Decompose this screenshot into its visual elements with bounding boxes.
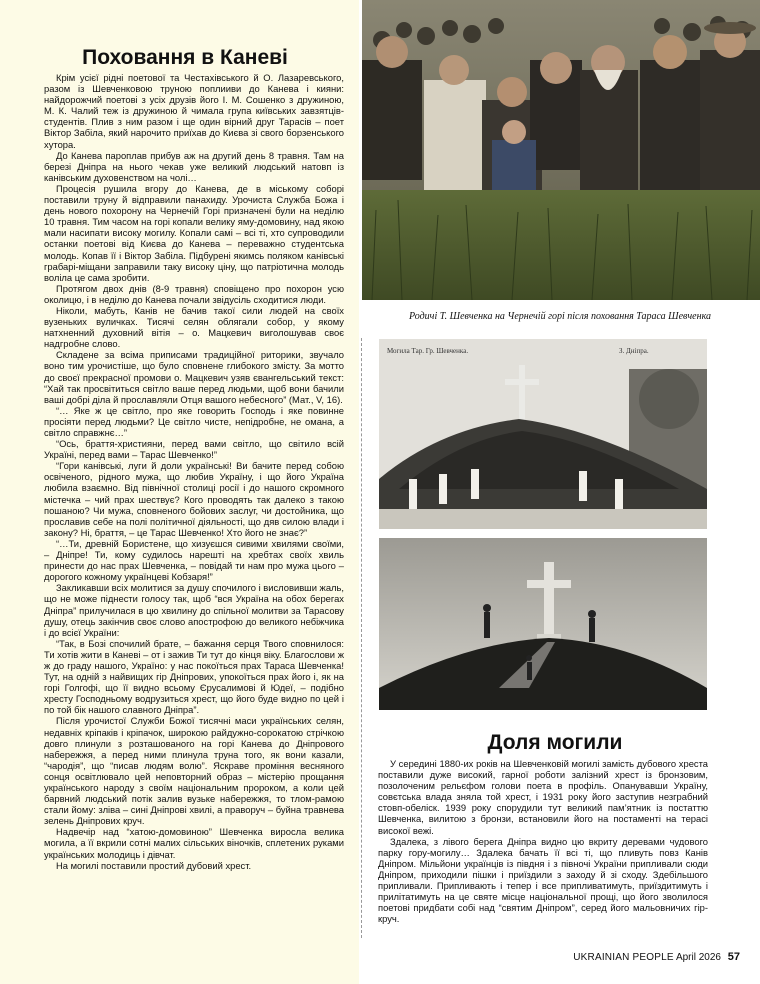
- relatives-photo-caption: Родичі Т. Шевченка на Чернечій горі після поховання Тараса Шевченка: [409, 311, 711, 322]
- left-paragraph: Складене за всіма приписами традиційної риторики, звучало воно тим урочистіше, що було сповнене глибокого змісту. За мотто до своєї прекрасної промови о. Мацкевич узяв євангельський текст: “Хай так просвітиться світло ваше перед людьми, щоб вони бачили ваші добрі діла й прославляли Отця вашого небесного” (Мат., V, 16).: [44, 349, 344, 405]
- left-article-body: [44, 72, 344, 871]
- left-paragraph: До Канева пароплав прибув аж на другий день 8 травня. Там на березі Дніпра на нього чекав уже великий людський натовп із канівським духовенством на чолі…: [44, 149, 344, 183]
- left-paragraph: Протягом двох днів (8-9 травня) сповіщено про похорон усю околицю, і в неділю до Канева почали звідусіль сходитися люди.: [44, 282, 344, 305]
- issue-date: April 2026: [675, 952, 721, 963]
- left-paragraph: “…Ти, древній Бористене, що хизуєшся сивими хвилями своїми, – Дніпре! Ти, кому судилось нарешті на хребтах своїх хвиль принести до нас прах Шевченка, – повідай ти нам про мужа цього – дорогого кожному українцеві Кобзаря!”: [44, 537, 344, 583]
- relatives-photo-illustration: [362, 0, 760, 300]
- page-number: 57: [727, 951, 740, 963]
- left-article-title: Поховання в Каневі: [82, 46, 288, 69]
- left-paragraph: Після урочистої Служби Божої тисячні маси українських селян, недавніх кріпаків і кріпачок, широкою райдужно-сорокатою стрічкою довго плинули з розташованого на горі Канева до Дніпрового набережжя, а перед ними плинула труна того, як вони казали, “чародія”, що “писав людям волю”. Яскраве проміння весняного сонця освітлювало цей неповторний образ – містерію прощання українського народу з своїм національним пророком, а коли цей барвний людський потік залив вузьке набережжя, то тлом-рамою стали йому: зліва – сині Дніпрові хвилі, а праворуч – буйна травнева зелень Дніпрових круч.: [44, 715, 344, 827]
- right-paragraph: У середині 1880-их років на Шевченковій могилі замість дубового хреста поставили дуже високий, гарної роботи залізний хрест із бронзовим, позолоченим рельєфом голови поета в профіль. Опанувавши Україну, совєтська влада зняла той хрест, і 1931 року його заступив незграбний стовп-обеліск. 1939 року спорудили тут великий пам’ятник із постаттю Шевченка, вилитою з бронзи, встановили його на постаменті на терасі високої вежі.: [378, 758, 708, 836]
- left-paragraph: Крім усієї рідні поетової та Честахівського й О. Лазаревського, разом із Шевченковою труною поплииви до Канева і кияни: найдорожчий поетові з усіх друзів його І. М. Сошенко з дружиною, М. К. Чалий теж із дружиною й чимала група київських завзятців-студентів. Плив з ним разом і ще один вірний друг Тарасів – поет Віктор Забіла, який нарочито приїхав до Києва зі свого борзенського хутора.: [44, 72, 344, 150]
- left-paragraph: Процесія рушила вгору до Канева, де в міському соборі поставили труну й відправили панахиду. Урочиста Служба Божа і день нового похорону на Чернечій Горі призначені були на неділю 10 травня. Тим часом на горі копали велику яму-домовину, над якою мали насипати високу могилу. Копали самі – всі ті, хто супроводили останки поетові від Києва до Канева – переважно студентська молодь. Копав її і Віктор Забіла. Підбурені якимсь поляком канівські грабарі-міщани заправили таку високу ціну, що патріотична молодь воліла це сама зробити.: [44, 182, 344, 283]
- left-paragraph: “… Яке ж це світло, про яке говорить Господь і яке повинне просіяти перед людьми? Це світло чисте, непідробне, не омана, а світло справжнє…”: [44, 404, 344, 438]
- left-paragraph: Ніколи, мабуть, Канів не бачив такої сили людей на своїх вузеньких вуличках. Тисячі селян облягали собор, у якому натхненний духовний вітія – о. Мацкевич виголошував своє надгробне слово.: [44, 304, 344, 350]
- right-article-body: [378, 758, 708, 924]
- left-paragraph: “Гори канівські, луги й доли українські! Ви бачите перед собою освіченого, рідного мужа, що любив Україну, і що його Україна любила взаємно. Від північної столиці росії і до нашого скромного містечка – чий прах шествує? Кого проводять так далеко з такою пошаною? Чи мужа, сповненого бойових заслуг, чи достойника, що прославив себе на полі політичної діяльності, що дяв силою влади і закону? Ні, браття, – це Тарас Шевченко! Хто його не знає?”: [44, 460, 344, 538]
- grave-crowd-illustration: [379, 339, 707, 529]
- right-article-title: Доля могили: [487, 731, 623, 754]
- left-paragraph: Закликавши всіх молитися за душу спочилого і висловивши жаль, що не може піднести голосу так, щоб “вся Україна на обох берегах Дніпра” прилучилася в цю хвилину до спільної молитви за Тарасову душу, отець закінчив своє слово апострофою до великого небіжчика і до всієї України:: [44, 582, 344, 638]
- postcard-label-right: З. Дніпра.: [619, 347, 649, 355]
- postcard-label-left: Могила Тар. Гр. Шевченка.: [387, 347, 469, 355]
- page-footer: [573, 951, 740, 963]
- grave-crowd-postcard: [379, 339, 707, 529]
- publication-name: UKRAINIAN PEOPLE: [573, 952, 674, 963]
- relatives-photo: [362, 0, 760, 300]
- left-paragraph: “Ось, браття-християни, перед вами світло, що світило всій Україні, перед вами – Тарас Шевченко!”: [44, 438, 344, 461]
- left-paragraph: Надвечір над “хатою-домовиною” Шевченка виросла велика могила, а її вкрили сотні малих сільських віночків, сплетених руками українських молодиць і дівчат.: [44, 826, 344, 860]
- left-paragraph: На могилі поставили простий дубовий хрест.: [56, 859, 252, 871]
- grave-cross-illustration: [379, 538, 707, 710]
- right-paragraph: Здалека, з лівого берега Дніпра видно цю вкриту деревами чудового парку гору-могилу… Здалека бачать її всі ті, що пливуть повз Канів Дніпром. Мільйони українців із півдня і з півночі України припливали сюди Дніпром, приходили пішки і приїздили з заходу й зі сходу. Здебільшого припливали. Припливають і тепер і все припливатимуть, приїздитимуть і прилітатимуть на це святе місце національної прощі, що його зволилося поетові придбати собі над “святим Дніпром”, серед його мальовничих гір-круч.: [378, 835, 708, 925]
- column-divider: [361, 338, 362, 938]
- left-paragraph: “Так, в Бозі спочилий брате, – бажання серця Твого сповнилося: Ти хотів жити в Каневі – от і зажив Ти тут до кінця віку. Благослови ж ж до граду нашого, Україно: у нас покоїться прах Тараса Шевченка! Тут, на одній з найвищих гір Дніпрових, упокоїться прах його і, як на горі Голгофі, що її видно всьому Єрусалимові й Юдеї, – подібно хресту Господньому водрузиться хрест, що його буде видно по цей і по той бік нашого славного Дніпра”.: [44, 637, 344, 716]
- grave-cross-postcard: [379, 538, 707, 710]
